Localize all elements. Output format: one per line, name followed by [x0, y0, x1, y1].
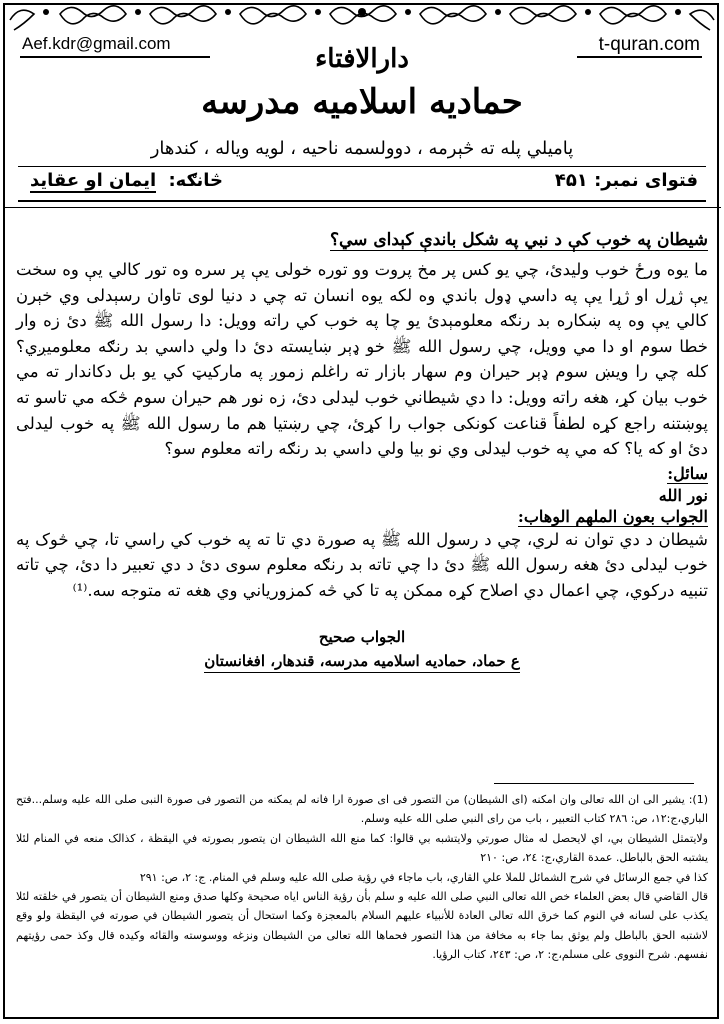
signature-name: ع حماد، حمادیه اسلامیه مدرسه، قندهار، افغانستان [204, 652, 520, 673]
signature-block [16, 652, 708, 670]
fatwa-number-value: ۴۵۱ [554, 170, 588, 191]
question-heading: شیطان په خوب کې د نبي په شکل باندې کېدای سي؟ [329, 230, 708, 250]
footnote-item: كذا في جمع الرسائل في شرح الشمائل للملا علي القاري، باب ماجاء في رؤية صلى الله عليه وسلم في المنام. ج: ٢، ص: ٢٩١ [139, 870, 708, 884]
signature-title: الجواب صحیح [318, 627, 406, 646]
fatwa-number-label: فتوای نمبر: [594, 170, 698, 191]
email-address[interactable]: Aef.kdr@gmail.com [22, 34, 171, 53]
asker-name: نور الله [658, 485, 708, 505]
asker-label: سائل: [667, 463, 708, 483]
footnote-item: قال القاضي قال بعض العلماء خص الله تعالى النبي صلى الله عليه و سلم بأن رؤية الناس اياه صحيحة وكلها صدق ومنع الشيطان أن يتصور في خلقته لئلا يكذب على لسانه في النوم كما خرق الله تعالى العادة للأنبياء عليهم السلام بالمعجزة وكما استحال أن يتصور الشيطان في صورته في اليقظة ولو وقع لاشتبه الحق بالباطل ولم يوثق بما جاء به مخافة من هذا التصور فحماها الله تعالى من الشيطان ونزغه ووسوسته والقائه وكيده قال وكذ حمى رؤيتهم نفسهم. شرح النووى على مسلم،ج: ٢، ص: ٢٤٣، كتاب الرؤيا. [16, 890, 708, 962]
website-link[interactable]: t-quran.com [598, 34, 700, 55]
institution-address: پامیلي پله ته څېرمه ، دوولسمه ناحیه ، لویه ویاله ، کندهار [150, 138, 574, 159]
footnote-item: ولايتمثل الشيطان بي، اي لايحصل له مثال صورتي ولايتشبه بي قالوا: كما منع الله الشيطان ان يتصور بصورته في اليقظة ، كذالک منعه في المنام لئلا يشتبه الحق بالباطل. عمدة القاري،ج: ٢٤، ص: ٢١٠ [16, 831, 708, 865]
topic-category [30, 170, 223, 191]
answer-body: شیطان د دي توان نه لري، چي د رسول الله ﷺ په صورة دي تا ته په خوب کي راسي تا، چي څوک په خوب لیدلی دئ هغه رسول الله ﷺ دئ دا چي تاته بد رنګه معلوم سوی دئ د دي تعبیر دا دئ، چي تاته تنبیه درکوي، چي اعمال دي اصلاح کړه ممکن په تا کي څه کمزوریاني وي هغه ته متوجه سه.⁽¹⁾ [16, 529, 708, 600]
institution-subtitle: دارالافتاء [315, 44, 409, 74]
topic-value: ایمان او عقاید [30, 170, 157, 191]
footnotes [16, 790, 708, 965]
answer-heading: الجواب بعون الملهم الوهاب: [517, 506, 708, 526]
fatwa-number [555, 170, 698, 191]
fatwa-content [16, 230, 708, 670]
topic-label: څانګه: [168, 170, 224, 191]
divider [18, 166, 706, 167]
footnote-item: (1): يشير الى ان الله تعالى وان امكنه (اى الشيطان) من التصور فى اى صورة ارا فانه لم يمكنه من التصور فى صورة النبى صلى الله عليه وسلم...فتح الباري،ج:١٢، ص: ٢٨٦ كتاب التعبير ، باب من راى النبي صلى الله عليه وسلم. [16, 793, 708, 826]
question-body: ما یوه ورځ خوب ولیدئ، چي یو کس پر مخ پروت وو توره خولی یې پر سره وه تور کالي یې وه سخت یې ژړل او ژړا یې په داسي ډول باندي وه لکه یوه انسان ته چي د دنیا لوی تاوان رسېدلی وي خېرن کالي یې وه په ښکاره بد رنګه معلومېدئ یو چا په خوب کي راته وویل: دا رسول الله ﷺ دئ زه وار خطا سوم او دا مي وویل، چي رسول الله ﷺ خو ډېر ښایسته دئ دا ولي داسي بد رنګه معلومیږي؟ کله چي را ویښ سوم ډېر حیران وم سهار بازار ته راغلم زموږ په مارکیټ کي یو بل دکاندار ته مي خوب بیان کړ، هغه راته وویل: دا دي شیطاني خوب لیدلی دئ، زه نور هم حیران سوم څکه مي تاسو ته پوښتنه راجع کړه لطفاً قناعت کونکی جواب را کړئ، چي رښتیا هم ما رسول الله ﷺ په خوب لیدلی دئ او که یا؟ که مي په خوب لیدلی وي نو بیا ولي داسي بد رنګه راته معلوم سو؟ [16, 260, 708, 459]
divider [18, 200, 706, 202]
institution-title: حمادیه اسلامیه مدرسه [201, 82, 523, 122]
footnote-separator [494, 783, 694, 784]
divider [3, 207, 721, 208]
